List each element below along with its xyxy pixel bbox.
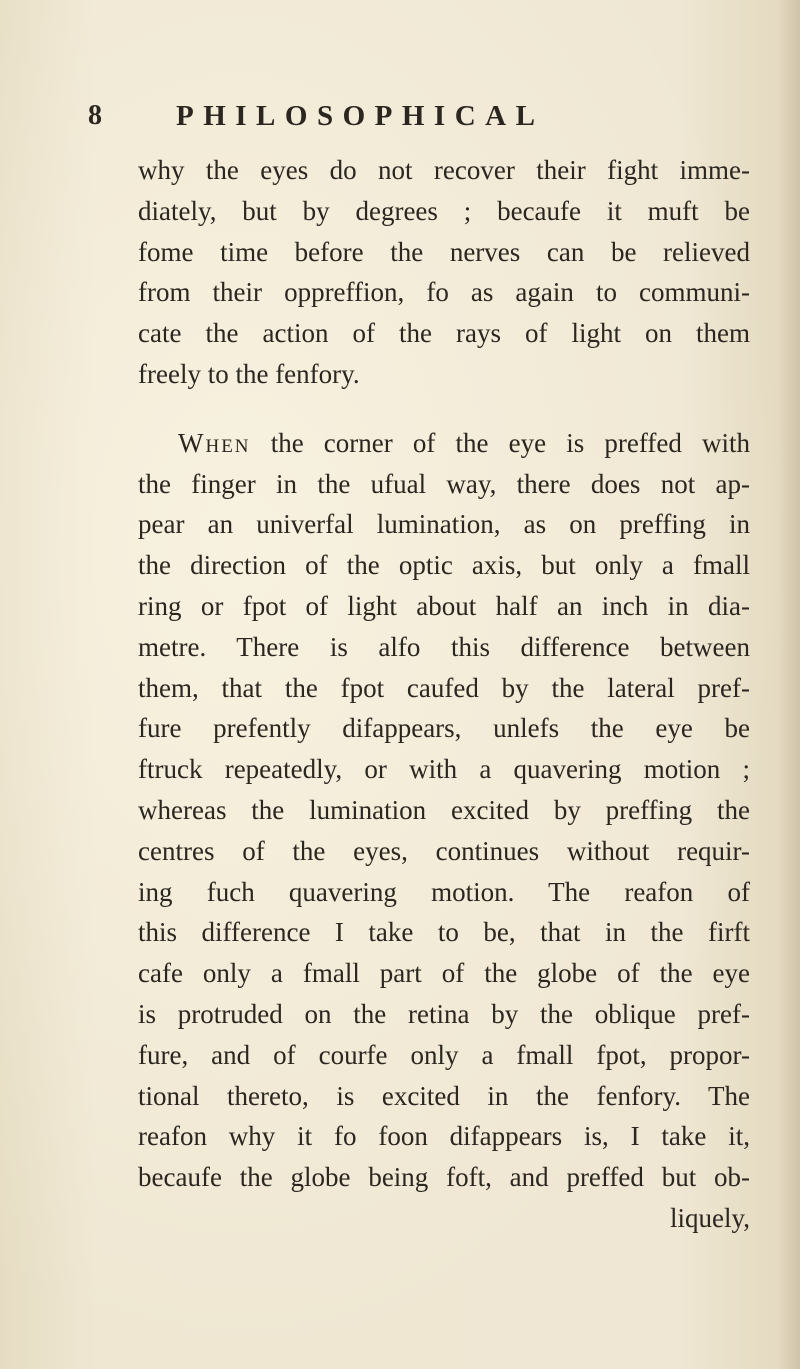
text-line: cate the action of the rays of light on them xyxy=(138,318,750,349)
text-line: tional thereto, is excited in the fenfory. The xyxy=(138,1080,750,1111)
text-line: metre. There is alfo this difference between xyxy=(138,631,750,662)
text-line: the direction of the optic axis, but only a fmall xyxy=(138,550,750,581)
text-line: ring or fpot of light about half an inch in dia- xyxy=(138,590,750,621)
page-number: 8 xyxy=(88,100,102,131)
paragraph-gap xyxy=(138,395,750,423)
text-line: fure prefently difappears, unlefs the eye be xyxy=(138,713,750,744)
page-edge-shadow xyxy=(778,0,800,1369)
page-header xyxy=(0,100,800,150)
text-line: fure, and of courfe only a fmall fpot, propor- xyxy=(138,1039,750,1070)
text-line: freely to the fenfory. xyxy=(138,358,360,389)
text-line: from their oppreffion, fo as again to communi- xyxy=(138,277,750,308)
text-line: why the eyes do not recover their fight imme- xyxy=(138,155,750,185)
text-line: is protruded on the retina by the oblique pref- xyxy=(138,998,750,1029)
text-line: this difference I take to be, that in the firft xyxy=(138,917,750,948)
text-line: reafon why it fo foon difappears is, I take it, xyxy=(138,1121,750,1152)
text-line: ftruck repeatedly, or with a quavering motion ; xyxy=(138,754,750,785)
text-line: the finger in the ufual way, there does not ap- xyxy=(138,468,750,499)
text-line: fome time before the nerves can be relieved xyxy=(138,236,750,267)
text-line: diately, but by degrees ; becaufe it muft be xyxy=(138,195,750,226)
text-line: pear an univerfal lumination, as on preffing in xyxy=(138,509,750,540)
text-line: ing fuch quavering motion. The reafon of xyxy=(138,876,750,907)
text-line: centres of the eyes, continues without requir- xyxy=(138,835,750,866)
paragraph-opening-line xyxy=(138,423,750,464)
text-line: whereas the lumination excited by preffing the xyxy=(138,794,750,825)
text-line: them, that the fpot caufed by the lateral pref- xyxy=(138,672,750,703)
text-line: becaufe the globe being foft, and preffed but ob- xyxy=(138,1162,750,1193)
text-line: cafe only a fmall part of the globe of the eye xyxy=(138,958,750,989)
catchword: liquely, xyxy=(670,1202,750,1233)
text-line: the corner of the eye is preffed with xyxy=(270,427,750,458)
lead-word: When xyxy=(178,427,251,458)
body-text xyxy=(138,150,750,1239)
running-head: PHILOSOPHICAL xyxy=(176,100,545,132)
